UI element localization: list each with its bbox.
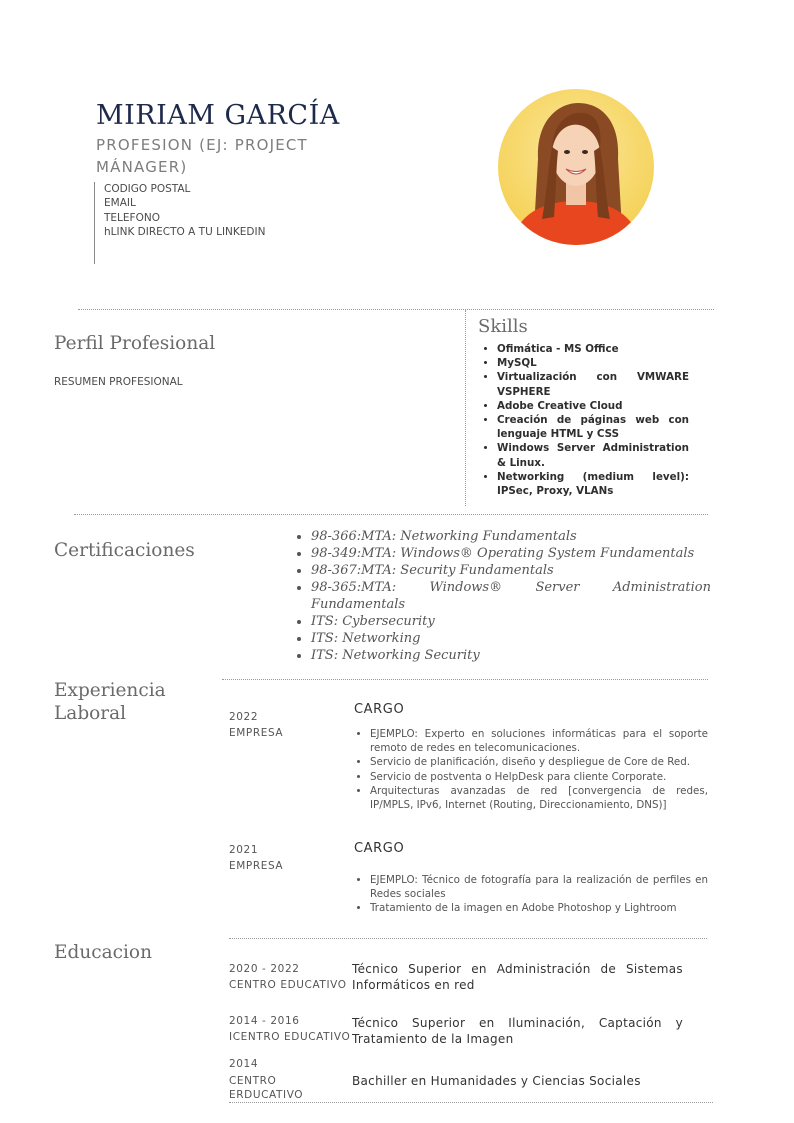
skills-list bbox=[482, 342, 689, 498]
educacion-title: Educacion bbox=[54, 942, 152, 963]
skill-item: • Virtualización con VMWARE VSPHERE bbox=[497, 370, 689, 398]
separator bbox=[74, 514, 708, 515]
job-duties bbox=[355, 727, 708, 812]
linkedin-link[interactable]: hLINK DIRECTO A TU LINKEDIN bbox=[104, 225, 266, 238]
edu-center: CENTRO ERDUCATIVO bbox=[229, 1075, 304, 1101]
cert-item: • 98-365:MTA: Windows® Server Administration Fundamentals bbox=[311, 579, 711, 613]
skill-item: • Networking (medium level): IPSec, Proxy, VLANs bbox=[497, 470, 689, 498]
job-duty: • Servicio de postventa o HelpDesk para cliente Corporate. bbox=[370, 770, 708, 784]
phone: TELEFONO bbox=[104, 211, 160, 224]
experiencia-title: Experiencia Laboral bbox=[54, 680, 166, 724]
edu-years: 2014 - 2016 bbox=[229, 1015, 300, 1027]
job-year: 2022 bbox=[229, 711, 259, 723]
cert-item: • 98-366:MTA: Networking Fundamentals bbox=[311, 528, 711, 545]
email: EMAIL bbox=[104, 197, 136, 210]
edu-years: 2020 - 2022 bbox=[229, 963, 300, 975]
job-duties bbox=[355, 873, 708, 916]
skill-item: • Ofimática - MS Office bbox=[497, 342, 689, 356]
profile-photo bbox=[498, 89, 654, 245]
cert-item: • ITS: Networking bbox=[311, 630, 711, 647]
job-duty: • Arquitecturas avanzadas de red [convergencia de redes, IP/MPLS, IPv6, Internet (Routing, Direccionamiento, DNS)] bbox=[370, 784, 708, 812]
postal-code: CODIGO POSTAL bbox=[104, 183, 191, 195]
profession-title: PROFESION (EJ: PROJECT MÁNAGER) bbox=[96, 136, 308, 176]
job-duty: • Servicio de planificación, diseño y despliegue de Core de Red. bbox=[370, 755, 708, 769]
skill-item: • Windows Server Administration & Linux. bbox=[497, 441, 689, 469]
separator bbox=[229, 1102, 713, 1103]
job-cargo: CARGO bbox=[354, 841, 405, 856]
job-cargo: CARGO bbox=[354, 702, 405, 717]
skills-title: Skills bbox=[478, 316, 528, 337]
cert-item: • 98-349:MTA: Windows® Operating System Fundamentals bbox=[311, 545, 711, 562]
edu-title: Bachiller en Humanidades y Ciencias Sociales bbox=[352, 1074, 641, 1088]
certificaciones-title: Certificaciones bbox=[54, 540, 195, 561]
certificaciones-list bbox=[296, 528, 711, 664]
job-year: 2021 bbox=[229, 844, 259, 856]
skill-item: • MySQL bbox=[497, 356, 689, 370]
contact-divider bbox=[94, 182, 95, 264]
contact-block bbox=[104, 182, 265, 239]
edu-title: Técnico Superior en Iluminación, Captación y Tratamiento de la Imagen bbox=[352, 1016, 683, 1046]
skills-divider bbox=[465, 310, 466, 506]
perfil-title: Perfil Profesional bbox=[54, 333, 216, 354]
cert-item: • ITS: Networking Security bbox=[311, 647, 711, 664]
skill-item: • Adobe Creative Cloud bbox=[497, 399, 689, 413]
separator bbox=[222, 679, 708, 680]
edu-years: 2014 bbox=[229, 1058, 259, 1070]
cert-item: • ITS: Cybersecurity bbox=[311, 613, 711, 630]
edu-title: Técnico Superior en Administración de Sistemas Informáticos en red bbox=[352, 962, 683, 992]
separator bbox=[229, 938, 707, 939]
job-company: EMPRESA bbox=[229, 860, 284, 872]
edu-center: ICENTRO EDUCATIVO bbox=[229, 1031, 351, 1043]
candidate-name: MIRIAM GARCÍA bbox=[96, 100, 340, 131]
job-company: EMPRESA bbox=[229, 727, 284, 739]
edu-center: CENTRO EDUCATIVO bbox=[229, 979, 347, 991]
job-duty: • Tratamiento de la imagen en Adobe Photoshop y Lightroom bbox=[370, 901, 708, 915]
skill-item: • Creación de páginas web con lenguaje HTML y CSS bbox=[497, 413, 689, 441]
portrait-image bbox=[498, 89, 654, 245]
separator bbox=[78, 309, 714, 310]
job-duty: • EJEMPLO: Experto en soluciones informáticas para el soporte remoto de redes en telecomunicaciones. bbox=[370, 727, 708, 755]
perfil-summary: RESUMEN PROFESIONAL bbox=[54, 376, 183, 388]
job-duty: • EJEMPLO: Técnico de fotografía para la realización de perfiles en Redes sociales bbox=[370, 873, 708, 901]
cert-item: • 98-367:MTA: Security Fundamentals bbox=[311, 562, 711, 579]
